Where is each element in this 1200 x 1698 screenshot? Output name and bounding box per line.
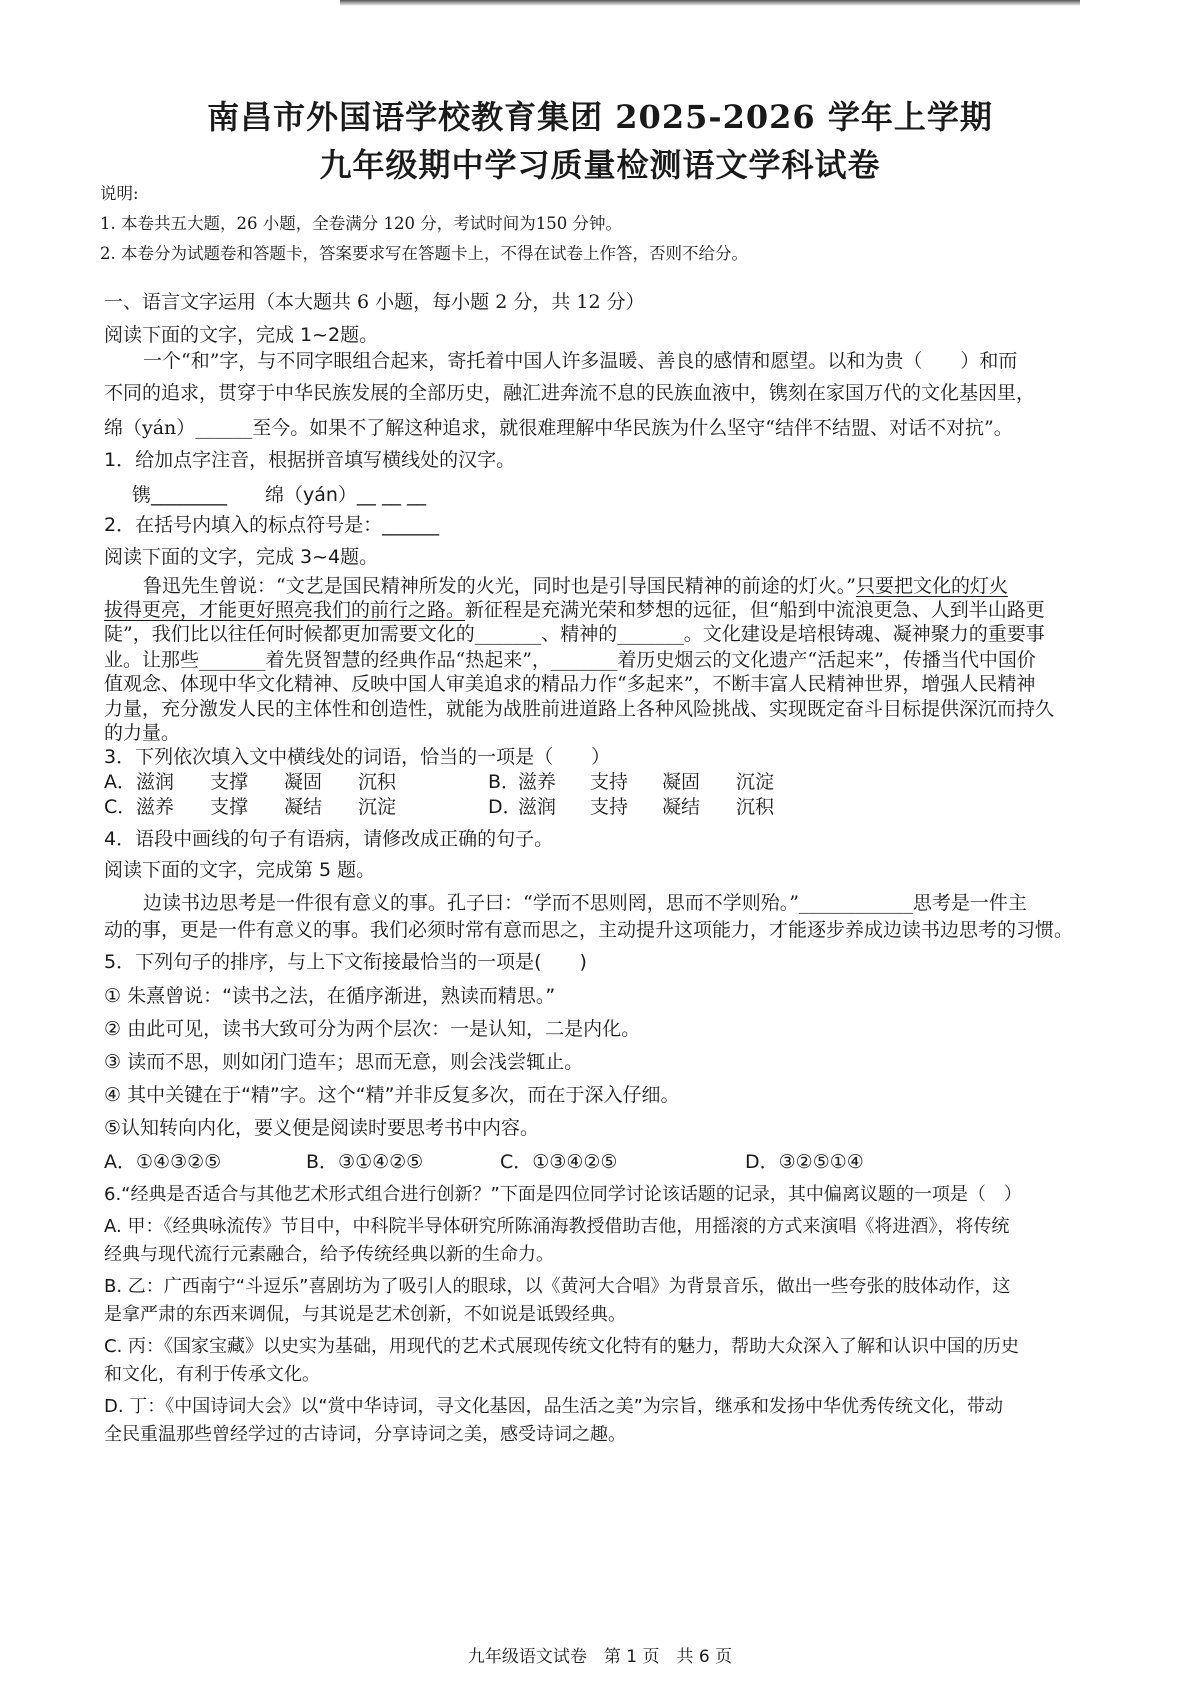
option-word: 滋养 [136, 796, 175, 818]
q6-option-c-line: C. 丙：《国家宝藏》以史实为基础，用现代的艺术式展现传统文化特有的魅力，帮助大众深入了解和认识中国的历史 [104, 1336, 1020, 1357]
option-word: 滋润 [136, 771, 175, 793]
q5-option-d: D．③②⑤①④ [745, 1151, 864, 1173]
reading-intro-3-4: 阅读下面的文字，完成 3~4题。 [104, 546, 379, 568]
passage-1-2-line: 绵（yán）______至今。如果不了解这种追求，就很难理解中华民族为什么坚守“结伴不结盟、对话不对抗”。 [104, 417, 1013, 439]
passage-3-4-line: 的力量。 [104, 722, 181, 744]
option-label: C． [104, 796, 137, 818]
option-word: 凝固 [662, 771, 701, 793]
passage-text: 鲁迅先生曾说：“文艺是国民精神所发的火光，同时也是引导国民精神的前途的灯火。” [143, 575, 856, 597]
instructions-heading: 说明: [100, 184, 139, 203]
reading-intro-1-2: 阅读下面的文字，完成 1~2题。 [104, 324, 379, 346]
q5-sentence: ② 由此可见，读书大致可分为两个层次：一是认知，二是内化。 [104, 1018, 641, 1040]
q5-sentence: ③ 读而不思，则如闭门造车；思而无意，则会浅尝辄止。 [104, 1051, 584, 1073]
option-word: 滋润 [518, 796, 557, 818]
option-word: 支撑 [210, 771, 249, 793]
passage-3-4-line: 值观念、体现中华文化精神、反映中国人审美追求的精品力作“多起来”，不断丰富人民精神世界，增强人民精神 [104, 673, 1036, 695]
question-4: 4．语段中画线的句子有语病，请修改成正确的句子。 [104, 828, 554, 850]
question-3: 3．下列依次填入文中横线处的词语，恰当的一项是（ ） [104, 746, 611, 768]
passage-3-4-line: 业。让那些_______着先贤智慧的经典作品“热起来”，_______着历史烟云的文化遗产“活起来”，传播当代中国价 [104, 649, 1036, 671]
q6-option-c-line: 和文化，有利于传承文化。 [104, 1364, 320, 1385]
q5-option-b: B．③①④②⑤ [306, 1151, 424, 1173]
passage-text: 新征程是充满光荣和梦想的远征，但“船到中流浪更急、人到半山路更 [465, 599, 1045, 621]
exam-title-line1: 南昌市外国语学校教育集团 2025-2026 学年上学期 [207, 98, 993, 136]
passage-3-4-line: 陡”，我们比以往任何时候都更加需要文化的_______、精神的_______。文化建设是培根铸魂、凝神聚力的重要事 [104, 623, 1045, 645]
option-label: A． [104, 771, 136, 793]
option-word: 支持 [590, 771, 629, 793]
instruction-item-1: 1. 本卷共五大题，26 小题，全卷满分 120 分，考试时间为150 分钟。 [100, 214, 622, 233]
q3-option-b [488, 770, 775, 794]
passage-1-2-line: 不同的追求，贯穿于中华民族发展的全部历史，融汇进奔流不息的民族血液中，镌刻在家国万代的文化基因里， [104, 382, 1036, 404]
underlined-sentence: 只要把文化的灯火 [855, 575, 1008, 597]
question-5: 5．下列句子的排序，与上下文衔接最恰当的一项是( ) [104, 951, 587, 973]
instruction-item-2: 2. 本卷分为试题卷和答题卡，答案要求写在答题卡上，不得在试卷上作答，否则不给分。 [100, 244, 748, 263]
option-word: 凝固 [284, 771, 323, 793]
q6-option-d-line: 全民重温那些曾经学过的古诗词，分享诗词之美，感受诗词之趣。 [104, 1424, 626, 1445]
q6-option-a-line: 经典与现代流行元素融合，给予传统经典以新的生命力。 [104, 1244, 554, 1265]
option-label: B． [488, 771, 521, 793]
question-1-answer-line: 镌________ 绵（yán）__ __ __ [132, 484, 427, 506]
q5-option-c: C．①③④②⑤ [500, 1151, 618, 1173]
option-word: 沉淀 [736, 771, 775, 793]
passage-3-4-line: 力量，充分激发人民的主体性和创造性，就能为战胜前进道路上各种风险挑战、实现既定奋斗目标提供深沉而持久 [104, 698, 1055, 720]
question-2: 2．在括号内填入的标点符号是：______ [104, 514, 440, 536]
q5-option-a: A．①④③②⑤ [104, 1151, 222, 1173]
option-word: 沉积 [358, 771, 397, 793]
q3-option-d [488, 795, 775, 819]
option-word: 沉淀 [358, 796, 397, 818]
reading-intro-5: 阅读下面的文字，完成第 5 题。 [104, 859, 376, 881]
passage-3-4-line [143, 574, 1008, 598]
page-footer: 九年级语文试卷 第 1 页 共 6 页 [467, 1647, 733, 1667]
underlined-sentence: 拔得更亮，才能更好照亮我们的前行之路。 [104, 599, 466, 621]
q3-option-c [104, 795, 397, 819]
option-word: 滋养 [518, 771, 557, 793]
q6-option-b-line: 是拿严肃的东西来调侃，与其说是艺术创新，不如说是诋毁经典。 [104, 1304, 626, 1325]
option-word: 支持 [590, 796, 629, 818]
option-word: 凝结 [662, 796, 701, 818]
question-1: 1．给加点字注音，根据拼音填写横线处的汉字。 [104, 449, 516, 471]
q5-sentence: ⑤认知转向内化，要义便是阅读时要思考书中内容。 [104, 1117, 540, 1139]
q3-option-a [104, 770, 397, 794]
q6-option-b-line: B. 乙：广西南宁“斗逗乐”喜剧坊为了吸引人的眼球，以《黄河大合唱》为背景音乐，做出一些夸张的肢体动作，这 [104, 1276, 1011, 1297]
option-word: 凝结 [284, 796, 323, 818]
passage-1-2-line: 一个“和”字，与不同字眼组合起来，寄托着中国人许多温暖、善良的感情和愿望。以和为贵（ ）和而 [143, 350, 1018, 372]
option-word: 支撑 [210, 796, 249, 818]
question-6: 6.“经典是否适合与其他艺术形式组合进行创新？”下面是四位同学讨论该话题的记录，其中偏离议题的一项是（ ） [104, 1184, 1022, 1205]
q5-sentence: ④ 其中关键在于“精”字。这个“精”并非反复多次，而在于深入仔细。 [104, 1084, 680, 1106]
q6-option-a-line: A. 甲：《经典咏流传》节目中，中科院半导体研究所陈涌海教授借助吉他，用摇滚的方式来演唱《将进酒》，将传统 [104, 1216, 1010, 1237]
q5-sentence: ① 朱熹曾说：“读书之法，在循序渐进，熟读而精思。” [104, 985, 556, 1007]
option-word: 沉积 [736, 796, 775, 818]
q6-option-d-line: D. 丁：《中国诗词大会》以“赏中华诗词，寻文化基因，品生活之美”为宗旨，继承和发扬中华优秀传统文化，带动 [104, 1396, 1003, 1417]
passage-5-line: 动的事，更是一件有意义的事。我们必须时常有意而思之，主动提升这项能力，才能逐步养成边读书边思考的习惯。 [104, 919, 1074, 941]
passage-3-4-line [104, 598, 1045, 622]
exam-title-line2: 九年级期中学习质量检测语文学科试卷 [319, 146, 881, 184]
option-label: D． [488, 796, 522, 818]
section1-heading: 一、语言文字运用（本大题共 6 小题，每小题 2 分，共 12 分） [104, 291, 645, 313]
passage-5-line: 边读书边思考是一件很有意义的事。孔子曰：“学而不思则罔，思而不学则殆。”____________思考是一件主 [143, 892, 1027, 914]
